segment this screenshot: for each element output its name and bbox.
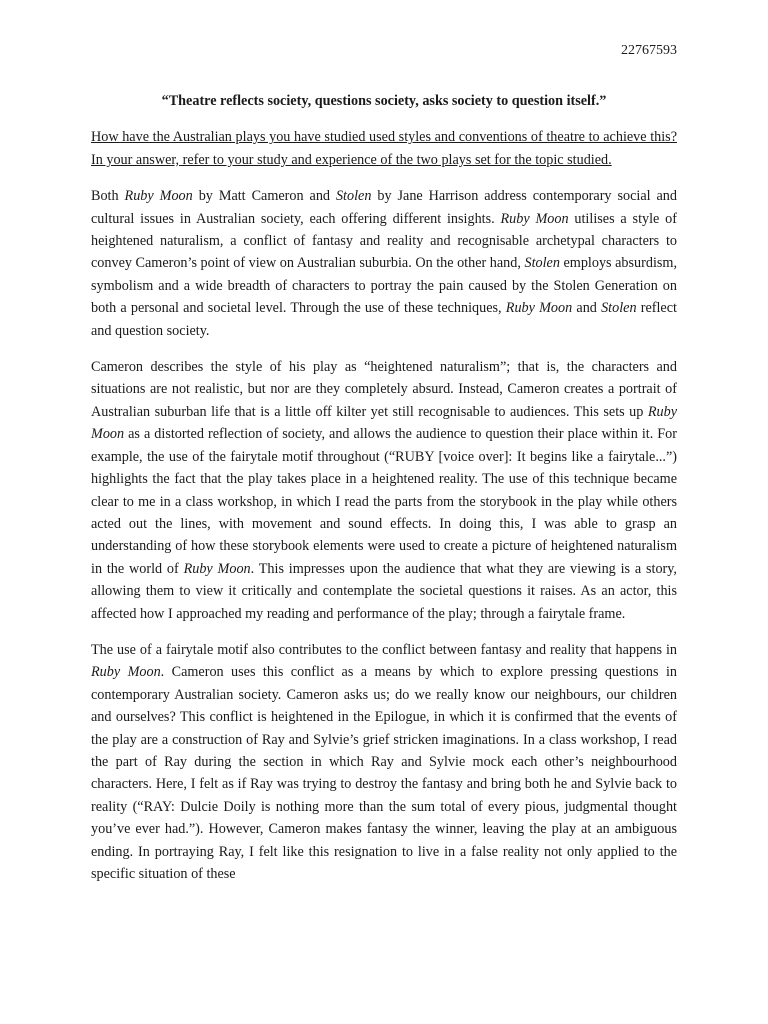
play-title: Stolen [601,300,637,317]
student-id: 22767593 [621,43,677,58]
play-title: Ruby Moon [505,300,573,317]
paragraph-3: The use of a fairytale motif also contributes to the conflict between fantasy and reality that happens in Ruby Moon. Cameron uses this conflict as a means by which to explore pressing questions in contemporary Australian society. Cameron asks us; do we really know our neighbours, our children and ourselves? This conflict is heightened in the Epilogue, in which it is confirmed that the events of the play are a construction of Ray and Sylvie’s grief stricken imaginations. In a class workshop, I read the part of Ray during the section in which Ray and Sylvie mock each other’s neighbourhood characters. Here, I felt as if Ray was trying to destroy the fantasy and bring both he and Sylvie back to reality (“RAY: Dulcie Doily is nothing more than the sum total of every pious, judgmental thought you’ve ever had.”). However, Cameron makes fantasy the winner, leaving the play at an ambiguous ending. In portraying Ray, I felt like this resignation to live in a false reality not only applied to the specific situation of these [91,641,677,882]
paragraph-1: Both Ruby Moon by Matt Cameron and Stolen by Jane Harrison address contemporary social and cultural issues in Australian society, each offering different insights. Ruby Moon utilises a style of heightened naturalism, a conflict of fantasy and reality and recognisable archetypal characters to convey Cameron’s point of view on Australian suburbia. On the other hand, Stolen employs absurdism, symbolism and a wide breadth of characters to portray the pain caused by the Stolen Generation on both a personal and societal level. Through the use of these techniques, Ruby Moon and Stolen reflect and question society. [91,188,678,339]
paragraph-2: Cameron describes the style of his play as “heightened naturalism”; that is, the characters and situations are not realistic, but nor are they completely absurd. Instead, Cameron creates a portrait of Australian suburban life that is a little off kilter yet still recognisable to audiences. This sets up Ruby Moon as a distorted reflection of society, and allows the audience to question their place within it. For example, the use of the fairytale motif throughout (“RUBY [voice over]: It begins like a fairytale...”) highlights the fact that the play takes place in a heightened reality. The use of this technique became clear to me in a class workshop, in which I read the parts from the storybook in the play while others acted out the lines, with movement and sound effects. In doing this, I was able to grasp an understanding of how these storybook elements were used to create a picture of heightened naturalism in the world of Ruby Moon. This impresses upon the audience that what they are viewing is a story, allowing them to view it critically and contemplate the societal questions it raises. As an actor, this affected how I approached my reading and performance of the play; through a fairytale frame. [91,359,677,622]
play-title: Stolen [335,188,372,205]
play-title: Ruby Moon [500,210,569,227]
play-title: Ruby Moon [91,403,677,443]
document-page [91,36,677,885]
essay-title-quote: “Theatre reflects society, questions society, asks society to question itself.” [161,93,607,109]
play-title: Ruby Moon [183,560,251,577]
play-title: Stolen [524,255,560,272]
play-title: Ruby Moon [91,664,161,681]
essay-question: How have the Australian plays you have studied used styles and conventions of theatre to achieve this? In your answer, refer to your study and experience of the two plays set for the topic studied. [91,129,677,168]
play-title: Ruby Moon [124,188,193,205]
